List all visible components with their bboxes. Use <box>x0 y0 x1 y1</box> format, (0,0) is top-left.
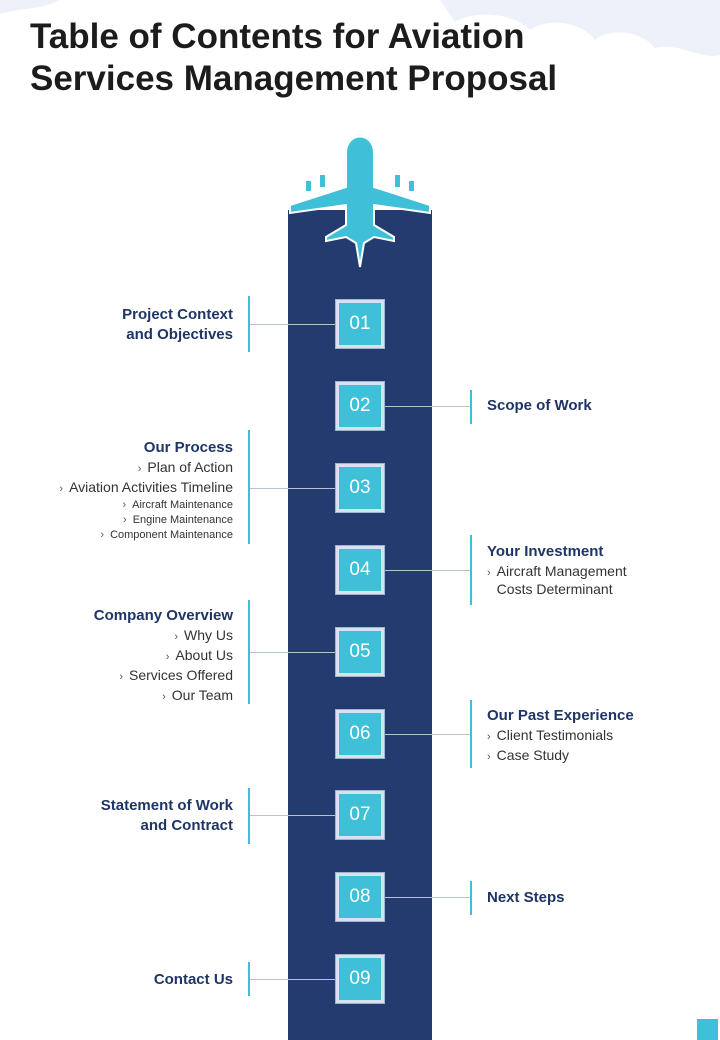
subitem: › About Us <box>165 647 233 663</box>
section-heading: Our Process <box>143 439 233 456</box>
subitem: › Client Testimonials <box>487 727 614 743</box>
connector-07 <box>250 815 336 816</box>
page-title: Table of Contents for Aviation Services Management Proposal <box>30 17 558 98</box>
chevron-right-icon: › <box>487 567 491 579</box>
section-heading: Company Overview <box>93 607 233 624</box>
section-number-05: 05 <box>336 628 384 676</box>
accent-bar-01 <box>248 296 250 352</box>
accent-bar-05 <box>248 600 250 704</box>
subitem: › Aviation Activities Timeline <box>59 479 233 495</box>
connector-06 <box>384 734 470 735</box>
section-number-06: 06 <box>336 710 384 758</box>
chevron-right-icon: › <box>122 499 127 511</box>
corner-accent <box>697 1019 718 1040</box>
section-number-09: 09 <box>336 955 384 1003</box>
chevron-right-icon: › <box>162 691 166 703</box>
sub-subitem: › Component Maintenance <box>100 529 233 541</box>
toc-entry-09 <box>154 970 233 990</box>
toc-entry-01 <box>122 305 233 345</box>
section-heading: Project Context and Objectives <box>122 306 233 343</box>
toc-entry-04 <box>487 542 627 598</box>
connector-08 <box>384 897 470 898</box>
chevron-right-icon: › <box>487 731 491 743</box>
chevron-right-icon: › <box>123 514 127 526</box>
chevron-right-icon: › <box>119 671 123 683</box>
subitem: › Case Study <box>487 747 570 763</box>
section-heading: Contact Us <box>153 971 233 988</box>
section-number-04: 04 <box>336 546 384 594</box>
toc-entry-03 <box>59 438 233 543</box>
connector-01 <box>250 324 336 325</box>
accent-bar-04 <box>470 535 472 605</box>
connector-02 <box>384 406 470 407</box>
section-heading: Statement of Work and Contract <box>100 797 233 834</box>
section-number-08: 08 <box>336 873 384 921</box>
chevron-right-icon: › <box>174 631 178 643</box>
accent-bar-06 <box>470 700 472 768</box>
connector-05 <box>250 652 336 653</box>
subitem: › Why Us <box>174 627 233 643</box>
subitem: › Services Offered <box>119 667 233 683</box>
accent-bar-02 <box>470 390 472 424</box>
sub-subitem: › Aircraft Maintenance <box>122 499 233 511</box>
accent-bar-03 <box>248 430 250 544</box>
section-heading: Next Steps <box>487 889 565 906</box>
section-heading: Our Past Experience <box>487 707 634 724</box>
chevron-right-icon: › <box>165 651 170 663</box>
connector-04 <box>384 570 470 571</box>
chevron-right-icon: › <box>487 751 491 763</box>
toc-entry-08 <box>487 888 565 908</box>
section-number-07: 07 <box>336 791 384 839</box>
subitem: › Our Team <box>162 687 233 703</box>
toc-entry-02 <box>487 396 592 416</box>
section-heading: Your Investment <box>487 543 604 560</box>
connector-03 <box>250 488 336 489</box>
accent-bar-08 <box>470 881 472 915</box>
toc-entry-05 <box>94 606 233 706</box>
toc-entry-07 <box>101 796 233 836</box>
airplane-icon <box>284 125 436 271</box>
accent-bar-07 <box>248 788 250 844</box>
accent-bar-09 <box>248 962 250 996</box>
section-heading: Scope of Work <box>487 397 592 414</box>
subitem: › Plan of Action <box>137 459 233 475</box>
section-number-02: 02 <box>336 382 384 430</box>
toc-entry-06 <box>487 706 634 766</box>
section-number-03: 03 <box>336 464 384 512</box>
chevron-right-icon: › <box>137 463 142 475</box>
sub-subitem: › Engine Maintenance <box>123 514 233 526</box>
section-number-01: 01 <box>336 300 384 348</box>
chevron-right-icon: › <box>100 529 105 541</box>
subitem: › Aircraft Management Costs Determinant <box>487 563 627 597</box>
connector-09 <box>250 979 336 980</box>
chevron-right-icon: › <box>59 483 64 495</box>
